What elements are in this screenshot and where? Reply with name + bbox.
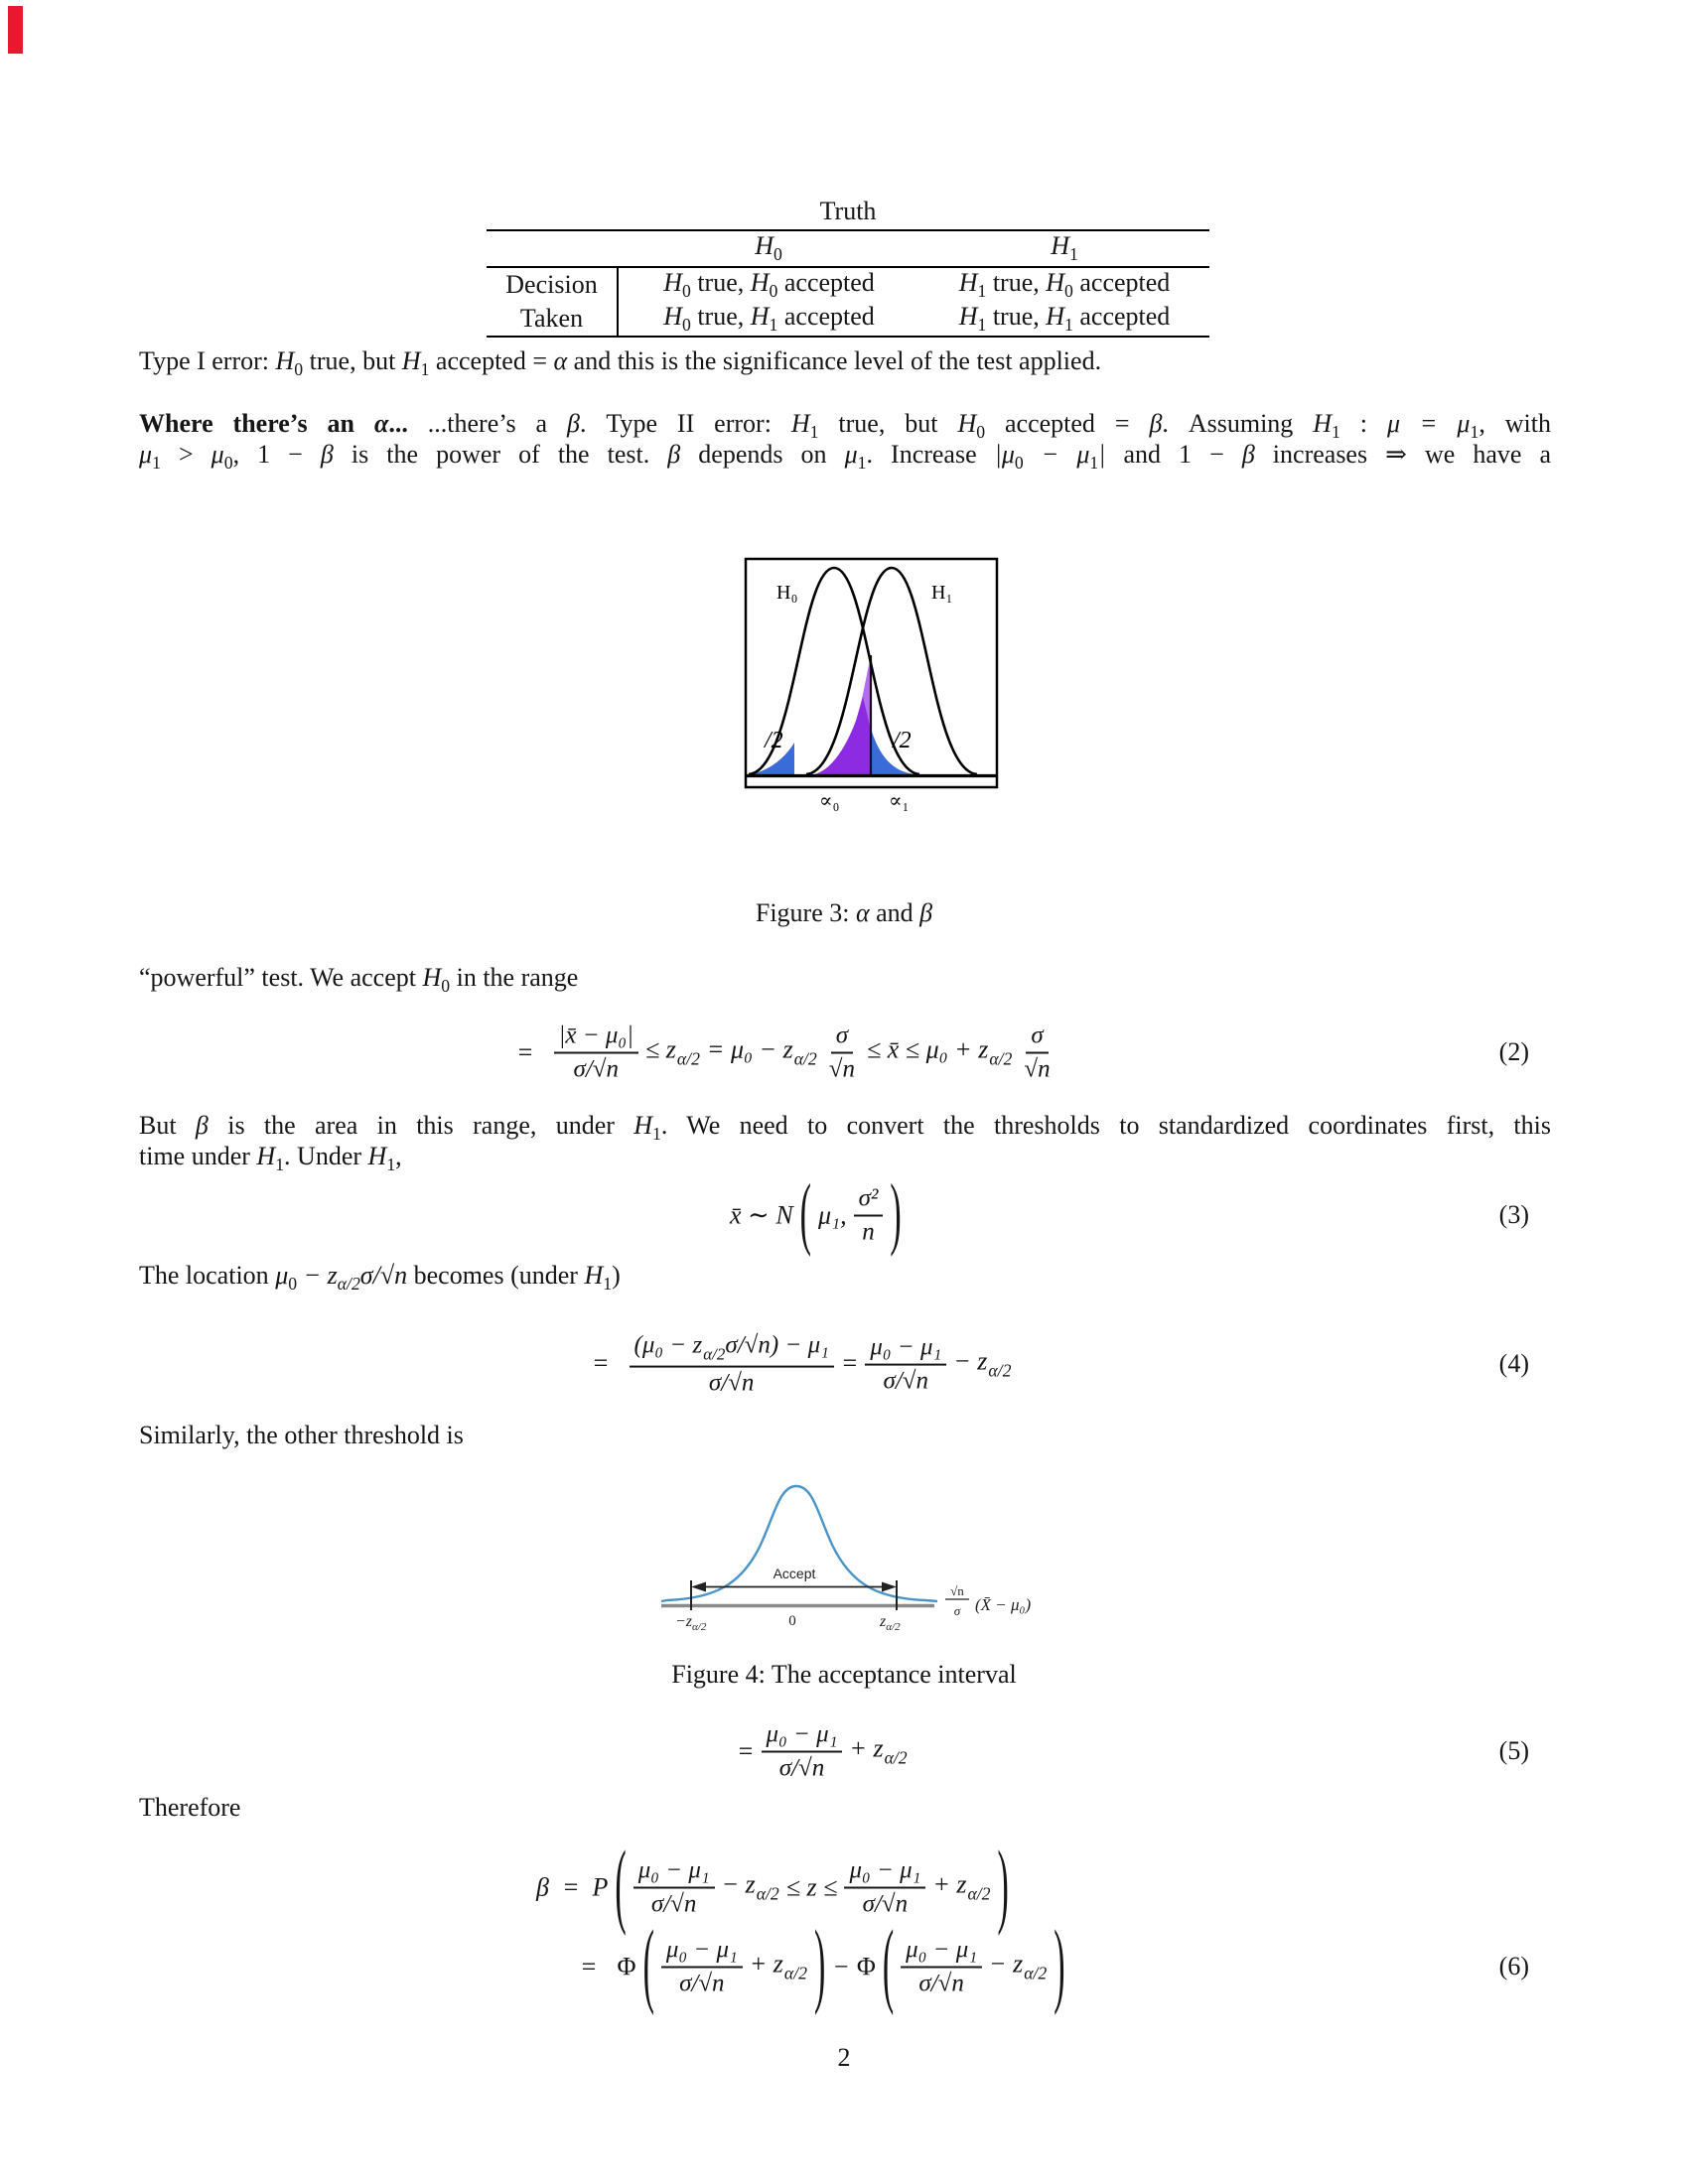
decision-table <box>487 229 1209 338</box>
paragraph-location: The location $\mu_0 - z_{\alpha/2}\sigma/√n$ becomes (under $H_1$) <box>139 1261 621 1295</box>
figure4-acceptance-plot <box>655 1469 1043 1633</box>
table-header-row <box>487 230 1209 267</box>
cell-r2c1: $H_0$ true, $H_1$ accepted <box>618 302 919 337</box>
z-main: z <box>880 1613 887 1630</box>
axis-label-rest: (X̄ − μ₀) <box>975 1595 1032 1614</box>
neg-z-alpha2-label <box>675 1613 707 1633</box>
equation-2: = $\frac{\text{|x̄ − μ₀|}}{\sigma/√n}$ ≤ $z_{\alpha/2}$ = $\mu_0 - z_{\alpha/2}$ $\frac{\sigma}{√n}$ ≤ x̄ ≤ $\mu_0 + z_{\alpha/2}$ $\frac{\sigma}{√n}$ <box>516 1022 1051 1083</box>
alpha-half-left-label: /2 <box>765 728 783 753</box>
table-row <box>487 267 1209 302</box>
paragraph-therefore: Therefore <box>139 1793 241 1822</box>
figure4-caption: Figure 4: The acceptance interval <box>671 1660 1017 1689</box>
paragraph-but-beta-line2: time under $H_1$. Under $H_1$, <box>139 1142 402 1175</box>
paragraph-powerful: “powerful” test. We accept $H_0$ in the range <box>139 963 579 997</box>
axis-label-sigma: σ <box>953 1603 961 1618</box>
figure3-alpha-beta-plot <box>735 546 1013 819</box>
table-corner-cell <box>487 230 618 267</box>
h0-label: H₀ <box>776 582 798 604</box>
neg-z-main: −z <box>675 1613 693 1630</box>
equation-2-tag: (2) <box>1498 1037 1529 1066</box>
equation-4: = $\frac{(\mu_0 - z_{\alpha/2}\sigma/√n) - \mu_1}{\sigma/√n}$ = $\frac{\text{μ₀ − μ₁}}{\sigma/√n}$ − $z_{\alpha/2}$ <box>592 1331 1012 1397</box>
equation-3: x̄ ∼ N ( μ₁, $\frac{\text{σ²}}{n}$ ) <box>730 1169 902 1259</box>
equation-6-tag: (6) <box>1498 1952 1529 1980</box>
paragraph-type1-error: Type I error: $H_0$ true, but $H_1$ accepted = α and this is the significance level of the test applied. <box>139 346 1102 380</box>
zero-label: 0 <box>788 1613 796 1629</box>
cell-r2c2: $H_1$ true, $H_1$ accepted <box>919 302 1209 337</box>
equation-6-line1: β = P ( $\frac{\text{μ₀ − μ₁}}{\sigma/√n}$ − $z_{\alpha/2}$ ≤ z ≤ $\frac{\text{μ₀ − μ₁}}{\sigma/√n}$ + $z_{\alpha/2}$ ) <box>536 1834 1009 1938</box>
row-label-decision: Decision <box>487 267 618 302</box>
arrowhead-right <box>882 1582 897 1592</box>
table-header-h1: $H_1$ <box>1051 231 1078 265</box>
equation-6-line2: = Φ ( $\frac{\text{μ₀ − μ₁}}{\sigma/√n}$ + $z_{\alpha/2}$ ) − Φ ( $\frac{\text{μ₀ − μ₁}}{\sigma/√n}$ − $z_{\alpha/2}$ ) <box>580 1913 1065 2017</box>
equation-5-tag: (5) <box>1498 1736 1529 1765</box>
page-number: 2 <box>837 2043 851 2072</box>
alpha-half-right-label: /2 <box>893 728 912 753</box>
z-sub: α/2 <box>886 1621 901 1633</box>
neg-z-sub: α/2 <box>692 1621 707 1633</box>
accept-label: Accept <box>773 1566 816 1581</box>
mu1-axis-label: ∝₁ <box>889 790 910 812</box>
table-header-h0: $H_0$ <box>755 231 782 265</box>
cell-r1c1: $H_0$ true, $H_0$ accepted <box>618 267 919 302</box>
arrowhead-left <box>691 1582 706 1592</box>
paragraph-alpha-beta-line1: Where there’s an α... ...there’s a β. Type II error: $H_1$ true, but $H_0$ accepted = β. Assuming $H_1$ : $\mu = \mu_1$, with <box>139 409 1551 443</box>
equation-4-tag: (4) <box>1498 1349 1529 1378</box>
paragraph-similarly: Similarly, the other threshold is <box>139 1421 464 1449</box>
h1-label: H₁ <box>931 582 953 604</box>
mu0-axis-label: ∝₀ <box>819 790 840 812</box>
table-row <box>487 302 1209 337</box>
paragraph-alpha-beta-line2: $\mu_1 > \mu_0$, 1 − β is the power of the test. β depends on $\mu_1$. Increase $|\mu_0 - \mu_1|$ and 1 − β increases ⇒ we have a <box>139 440 1551 474</box>
figure3-caption: Figure 3: α and β <box>755 898 933 927</box>
z-alpha2-label <box>879 1613 901 1633</box>
axis-label-sqrt-n: √n <box>950 1583 964 1598</box>
cell-r1c2: $H_1$ true, $H_0$ accepted <box>919 267 1209 302</box>
equation-5: = $\frac{\text{μ₀ − μ₁}}{\sigma/√n}$ + $z_{\alpha/2}$ <box>737 1720 908 1782</box>
paragraph-but-beta-line1: But β is the area in this range, under $H_1$. We need to convert the thresholds to standardized coordinates first, this <box>139 1111 1552 1145</box>
red-corner-marker <box>8 6 23 54</box>
row-label-taken: Taken <box>487 302 618 337</box>
equation-3-tag: (3) <box>1498 1200 1529 1229</box>
table-title: Truth <box>819 197 877 225</box>
